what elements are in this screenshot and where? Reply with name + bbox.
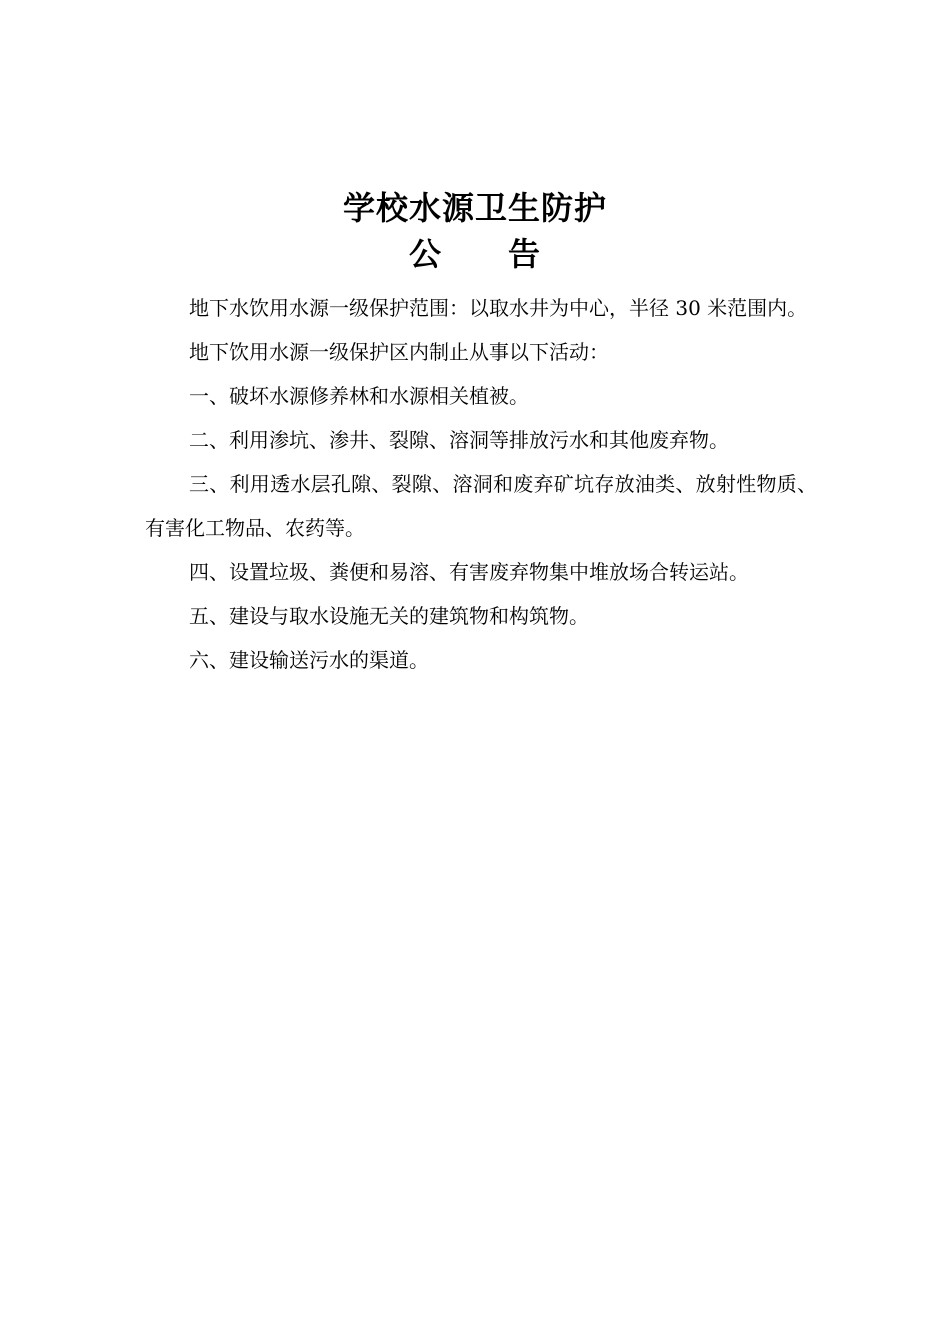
paragraph-item-6: 六、建设输送污水的渠道。 (189, 648, 429, 672)
paragraph-prohibited-intro: 地下饮用水源一级保护区内制止从事以下活动： (189, 340, 609, 364)
paragraph-protection-range: 地下水饮用水源一级保护范围：以取水井为中心，半径 30 米范围内。 (189, 296, 808, 320)
paragraph-item-2: 二、利用渗坑、渗井、裂隙、溶洞等排放污水和其他废弃物。 (189, 428, 729, 452)
paragraph-item-5: 五、建设与取水设施无关的建筑物和构筑物。 (189, 604, 589, 628)
title-line-2: 公 告 (408, 235, 541, 273)
paragraph-item-4: 四、设置垃圾、粪便和易溶、有害废弃物集中堆放场合转运站。 (189, 560, 749, 584)
paragraph-item-1: 一、破坏水源修养林和水源相关植被。 (189, 384, 529, 408)
paragraph-item-3: 三、利用透水层孔隙、裂隙、溶洞和废弃矿坑存放油类、放射性物质、有害化工物品、农药等。 (145, 472, 817, 540)
notice-body (145, 286, 817, 682)
title-line-1: 学校水源卫生防护 (342, 189, 607, 227)
notice-title (0, 185, 950, 277)
